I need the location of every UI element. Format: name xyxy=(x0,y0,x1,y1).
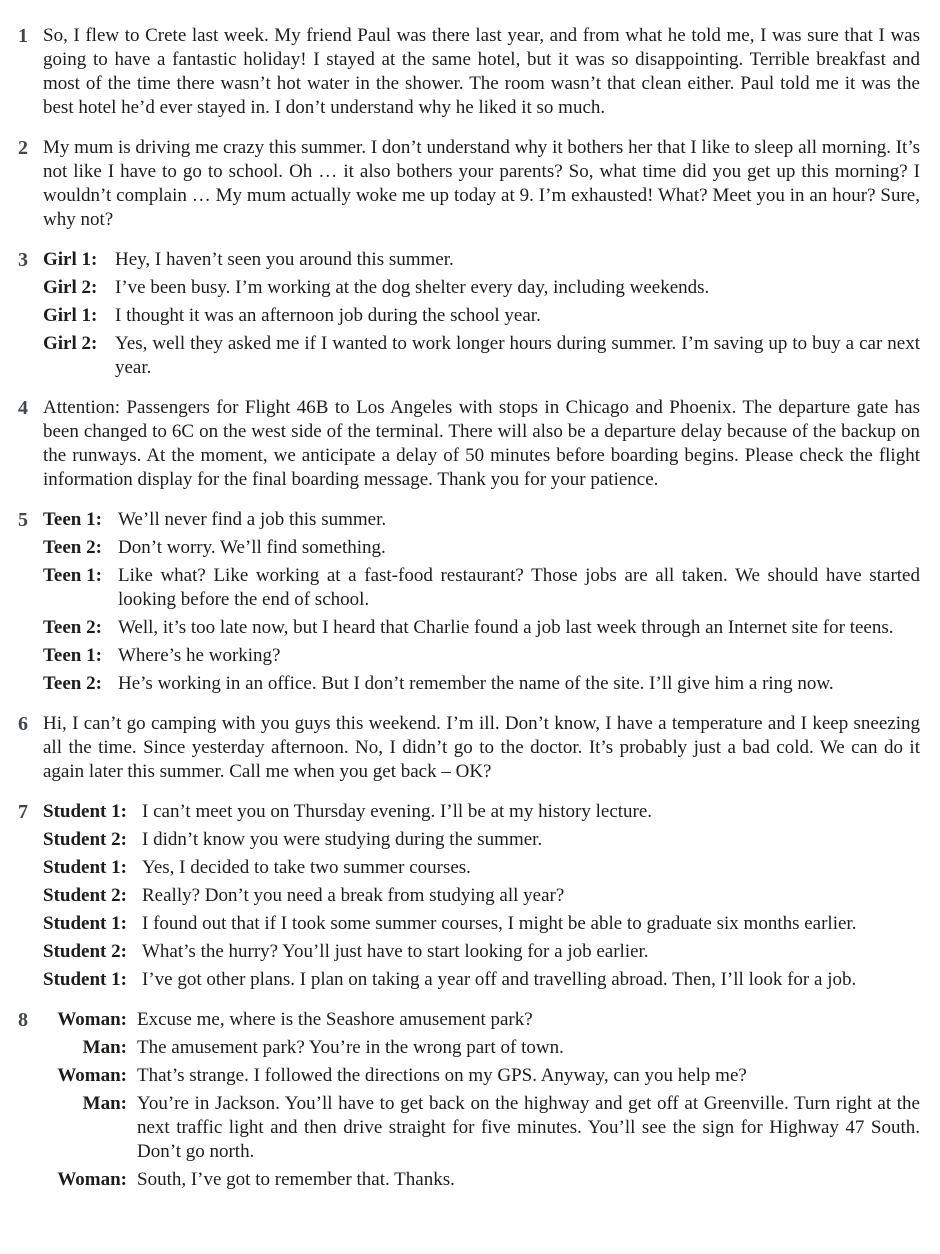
transcript-item xyxy=(14,1008,920,1192)
turn-text: What’s the hurry? You’ll just have to start looking for a job earlier. xyxy=(142,941,649,962)
speaker-label: Girl 1: xyxy=(43,249,98,270)
speaker-label: Student 1: xyxy=(43,857,127,878)
transcript-item xyxy=(14,136,920,232)
speaker-label: Teen 2: xyxy=(43,617,102,638)
speaker-label: Teen 2: xyxy=(43,673,102,694)
dialogue-turn xyxy=(43,248,920,272)
item-number: 8 xyxy=(18,1009,28,1031)
item-body xyxy=(43,24,920,120)
item-number: 5 xyxy=(18,509,28,531)
item-body xyxy=(43,396,920,492)
item-body xyxy=(43,1008,920,1192)
speaker-label: Student 2: xyxy=(43,941,127,962)
item-number: 3 xyxy=(18,249,28,271)
turn-text: I found out that if I took some summer courses, I might be able to graduate six months earlier. xyxy=(142,913,857,934)
dialogue-turn xyxy=(43,564,920,612)
turn-text: I didn’t know you were studying during the summer. xyxy=(142,829,543,850)
dialogue-turn xyxy=(43,884,920,908)
turn-text: I’ve got other plans. I plan on taking a year off and travelling abroad. Then, I’ll look for a job. xyxy=(142,969,857,990)
dialogue-turn xyxy=(43,616,920,640)
speaker-label: Man: xyxy=(82,1037,127,1058)
dialogue-turn xyxy=(43,1092,920,1164)
transcript-item xyxy=(14,800,920,992)
item-body xyxy=(43,508,920,696)
turn-text: Well, it’s too late now, but I heard that Charlie found a job last week through an Internet site for teens. xyxy=(118,617,894,638)
dialogue-turn xyxy=(43,536,920,560)
dialogue-turn xyxy=(43,800,920,824)
item-number: 4 xyxy=(18,397,28,419)
turn-text: I can’t meet you on Thursday evening. I’ll be at my history lecture. xyxy=(142,801,653,822)
turn-text: Yes, well they asked me if I wanted to work longer hours during summer. I’m saving up to buy a car next year. xyxy=(115,333,920,378)
speaker-label: Man: xyxy=(82,1093,127,1114)
turn-text: Excuse me, where is the Seashore amusement park? xyxy=(137,1009,533,1030)
turn-text: Really? Don’t you need a break from studying all year? xyxy=(142,885,565,906)
speaker-label: Teen 2: xyxy=(43,537,102,558)
dialogue-turn xyxy=(43,1008,920,1032)
turn-text: I thought it was an afternoon job during the school year. xyxy=(115,305,541,326)
turn-text: South, I’ve got to remember that. Thanks. xyxy=(137,1169,455,1190)
dialogue-turn xyxy=(43,332,920,380)
dialogue-turn xyxy=(43,912,920,936)
speaker-label: Student 1: xyxy=(43,969,127,990)
item-text: Attention: Passengers for Flight 46B to Los Angeles with stops in Chicago and Phoenix. The departure gate has been changed to 6C on the west side of the terminal. There will also be a departure delay because of the backup on the runways. At the moment, we anticipate a delay of 50 minutes before boarding begins. Please check the flight information display for the final boarding message. Thank you for your patience. xyxy=(43,397,920,490)
dialogue-turn xyxy=(43,856,920,880)
speaker-label: Girl 1: xyxy=(43,305,98,326)
speaker-label: Teen 1: xyxy=(43,565,102,586)
speaker-label: Student 1: xyxy=(43,801,127,822)
turn-text: We’ll never find a job this summer. xyxy=(118,509,387,530)
item-body xyxy=(43,136,920,232)
speaker-label: Teen 1: xyxy=(43,645,102,666)
dialogue-turn xyxy=(43,276,920,300)
speaker-label: Girl 2: xyxy=(43,277,98,298)
item-number: 7 xyxy=(18,801,28,823)
transcript-item xyxy=(14,712,920,784)
turn-text: Don’t worry. We’ll find something. xyxy=(118,537,386,558)
dialogue-turn xyxy=(43,828,920,852)
speaker-label: Woman: xyxy=(57,1009,127,1030)
dialogue-turn xyxy=(43,672,920,696)
transcript-item xyxy=(14,508,920,696)
speaker-label: Student 1: xyxy=(43,913,127,934)
speaker-label: Woman: xyxy=(57,1065,127,1086)
speaker-label: Student 2: xyxy=(43,885,127,906)
speaker-label: Girl 2: xyxy=(43,333,98,354)
dialogue-turn xyxy=(43,644,920,668)
turn-text: Like what? Like working at a fast-food restaurant? Those jobs are all taken. We should have started looking before the end of school. xyxy=(118,565,920,610)
dialogue-turn xyxy=(43,508,920,532)
dialogue-turn xyxy=(43,940,920,964)
dialogue-turn xyxy=(43,968,920,992)
transcript-item xyxy=(14,396,920,492)
transcript-item xyxy=(14,24,920,120)
turn-text: You’re in Jackson. You’ll have to get back on the highway and get off at Greenville. Turn right at the next traffic light and then drive straight for five minutes. You’ll see the sign for Highway 47 South. Don’t go north. xyxy=(137,1093,920,1162)
transcript-item xyxy=(14,248,920,380)
item-body xyxy=(43,800,920,992)
speaker-label: Woman: xyxy=(57,1169,127,1190)
turn-text: Hey, I haven’t seen you around this summer. xyxy=(115,249,454,270)
item-number: 2 xyxy=(18,137,28,159)
dialogue-turn xyxy=(43,1168,920,1192)
speaker-label: Student 2: xyxy=(43,829,127,850)
dialogue-turn xyxy=(43,1064,920,1088)
item-text: Hi, I can’t go camping with you guys this weekend. I’m ill. Don’t know, I have a temperature and I keep sneezing all the time. Since yesterday afternoon. No, I didn’t go to the doctor. It’s probably just a bad cold. We can do it again later this summer. Call me when you get back – OK? xyxy=(43,713,920,782)
dialogue-turn xyxy=(43,304,920,328)
item-number: 1 xyxy=(18,25,28,47)
turn-text: Where’s he working? xyxy=(118,645,281,666)
turn-text: Yes, I decided to take two summer courses. xyxy=(142,857,471,878)
turn-text: I’ve been busy. I’m working at the dog shelter every day, including weekends. xyxy=(115,277,710,298)
dialogue-turn xyxy=(43,1036,920,1060)
turn-text: The amusement park? You’re in the wrong part of town. xyxy=(137,1037,564,1058)
speaker-label: Teen 1: xyxy=(43,509,102,530)
item-number: 6 xyxy=(18,713,28,735)
item-text: My mum is driving me crazy this summer. I don’t understand why it bothers her that I like to sleep all morning. It’s not like I have to go to school. Oh … it also bothers your parents? So, what time did you get up this morning? I wouldn’t complain … My mum actually woke me up today at 9. I’m exhausted! What? Meet you in an hour? Sure, why not? xyxy=(43,137,920,230)
item-body xyxy=(43,712,920,784)
item-body xyxy=(43,248,920,380)
turn-text: That’s strange. I followed the directions on my GPS. Anyway, can you help me? xyxy=(137,1065,747,1086)
item-text: So, I flew to Crete last week. My friend Paul was there last year, and from what he told me, I was sure that I was going to have a fantastic holiday! I stayed at the same hotel, but it was so disappointing. Terrible breakfast and most of the time there wasn’t hot water in the shower. The room wasn’t that clean either. Paul told me it was the best hotel he’d ever stayed in. I don’t understand why he liked it so much. xyxy=(43,25,920,118)
turn-text: He’s working in an office. But I don’t remember the name of the site. I’ll give him a ring now. xyxy=(118,673,834,694)
